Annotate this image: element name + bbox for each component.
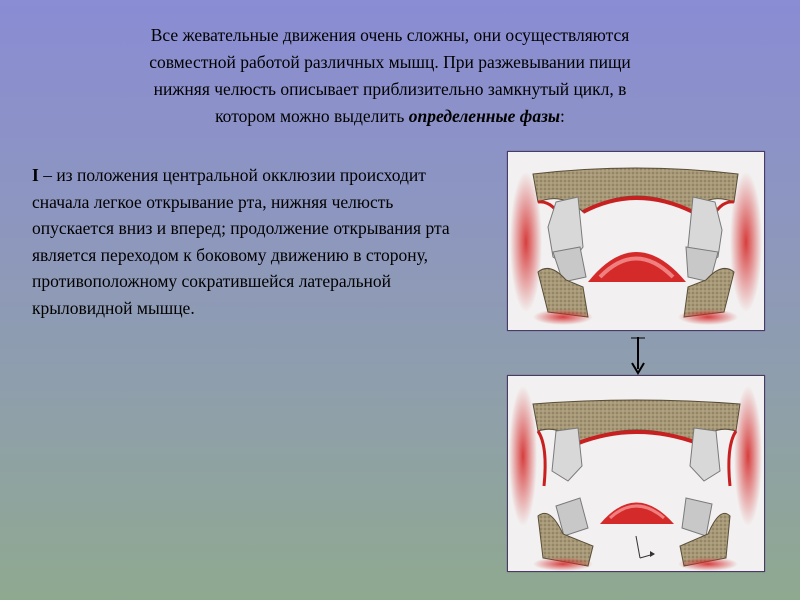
phases-emphasis: определенные фазы — [408, 106, 561, 126]
intro-line-4-suffix: : — [560, 106, 565, 126]
phase-number: I — [32, 165, 39, 185]
intro-line-4 — [40, 103, 740, 130]
jaw-open-diagram-icon — [508, 376, 764, 571]
jaw-closed-figure — [507, 151, 765, 331]
intro-line-1: Все жевательные движения очень сложны, они осуществляются — [150, 25, 630, 45]
phase-description — [32, 162, 472, 321]
intro-paragraph — [40, 22, 740, 130]
phase-text: – из положения центральной окклюзии происходит сначала легкое открывание рта, нижняя челюсть опускается вниз и вперед; продолжение открывания рта является переходом к боковому движению в сторону, противоположному сократившейся латеральной крыловидной мышце. — [32, 165, 450, 318]
down-arrow-icon — [628, 335, 648, 375]
intro-line-4-prefix: котором можно выделить — [215, 106, 409, 126]
jaw-closed-diagram-icon — [508, 152, 764, 330]
intro-line-2: совместной работой различных мышц. При разжевывании пищи — [149, 52, 631, 72]
jaw-open-figure — [507, 375, 765, 572]
intro-line-3: нижняя челюсть описывает приблизительно замкнутый цикл, в — [153, 79, 627, 99]
